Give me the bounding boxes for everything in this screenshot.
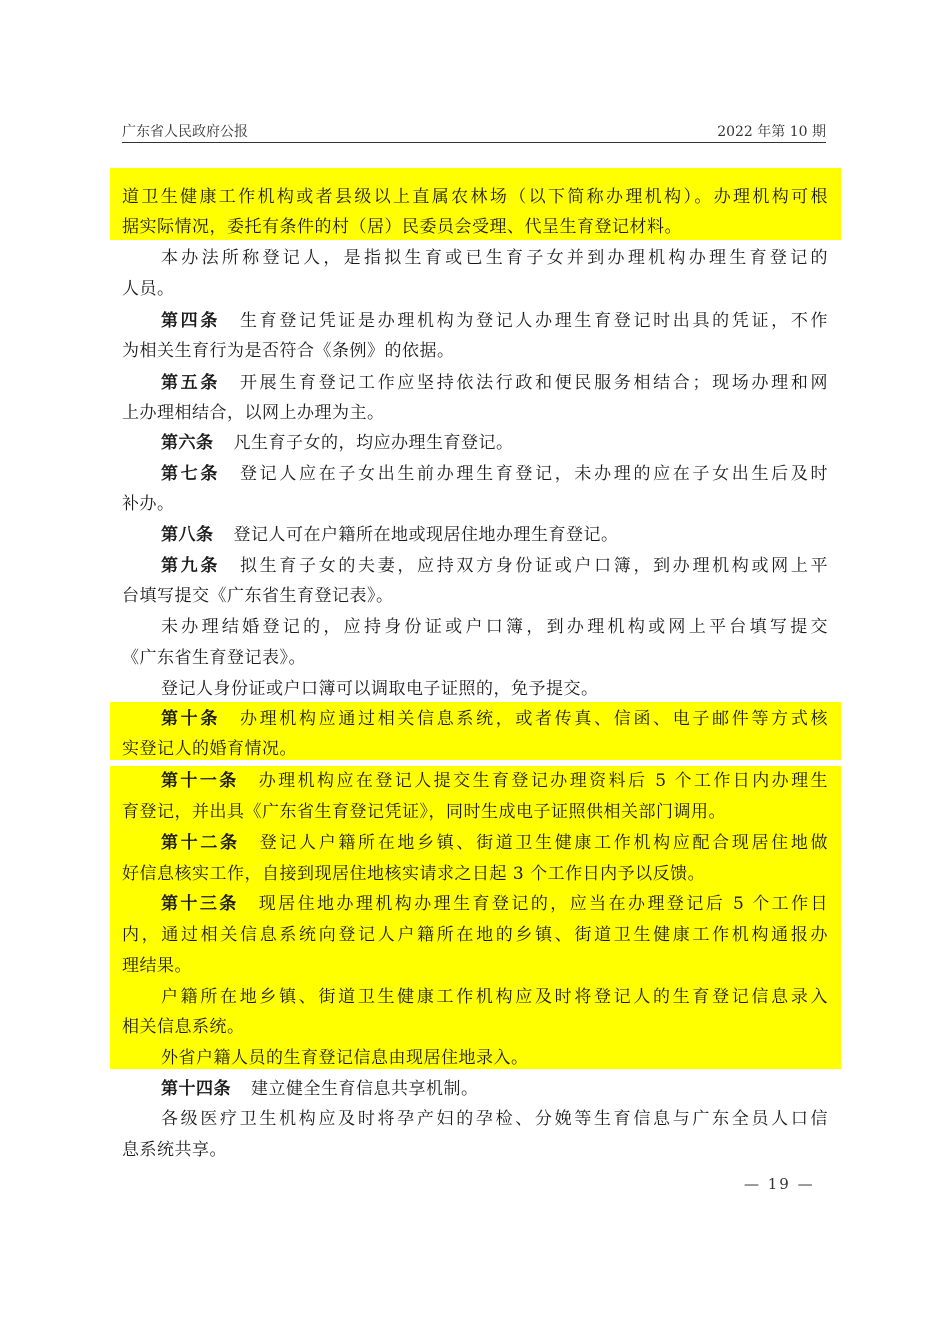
text-line: 未办理结婚登记的，应持身份证或户口簿，到办理机构或网上平台填写提交 xyxy=(161,617,828,637)
article-line xyxy=(161,892,828,916)
publication-title: 广东省人民政府公报 xyxy=(122,124,248,140)
article-number: 第七条 xyxy=(161,464,221,484)
article-line xyxy=(161,523,828,547)
text-line: 实登记人的婚育情况。 xyxy=(122,739,297,759)
article-number: 第八条 xyxy=(161,525,214,545)
article-text: 登记人应在子女出生前办理生育登记，未办理的应在子女出生后及时 xyxy=(240,464,828,484)
article-number: 第十条 xyxy=(161,709,221,729)
page-number: — 19 — xyxy=(744,1175,815,1193)
article-line xyxy=(161,1077,828,1101)
text-line: 相关信息系统。 xyxy=(122,1017,245,1037)
article-text: 生育登记凭证是办理机构为登记人办理生育登记时出具的凭证，不作 xyxy=(240,311,828,331)
article-text: 办理机构应在登记人提交生育登记办理资料后 5 个工作日内办理生 xyxy=(258,771,829,791)
article-line xyxy=(161,462,828,486)
article-text: 办理机构应通过相关信息系统，或者传真、信函、电子邮件等方式核 xyxy=(240,709,828,729)
text-line: 上办理相结合，以网上办理为主。 xyxy=(122,403,385,423)
article-number: 第十二条 xyxy=(161,833,240,853)
text-line: 为相关生育行为是否符合《条例》的依据。 xyxy=(122,341,455,361)
text-line: 道卫生健康工作机构或者县级以上直属农林场（以下简称办理机构）。办理机构可根 xyxy=(122,187,828,207)
text-line: 各级医疗卫生机构应及时将孕产妇的孕检、分娩等生育信息与广东全员人口信 xyxy=(161,1109,828,1129)
text-line: 育登记，并出具《广东省生育登记凭证》，同时生成电子证照供相关部门调用。 xyxy=(122,802,726,822)
text-line: 登记人身份证或户口簿可以调取电子证照的，免予提交。 xyxy=(161,679,599,699)
text-line: 《广东省生育登记表》。 xyxy=(122,648,306,668)
article-number: 第五条 xyxy=(161,373,221,393)
article-number: 第十三条 xyxy=(161,894,239,914)
article-line xyxy=(161,309,828,333)
article-number: 第九条 xyxy=(161,556,221,576)
text-line: 户籍所在地乡镇、街道卫生健康工作机构应及时将登记人的生育登记信息录入 xyxy=(161,987,828,1007)
article-line xyxy=(161,831,828,855)
text-line: 外省户籍人员的生育登记信息由现居住地录入。 xyxy=(161,1048,529,1068)
article-number: 第十四条 xyxy=(161,1079,231,1099)
text-line: 理结果。 xyxy=(122,956,192,976)
article-line xyxy=(161,371,828,395)
article-line xyxy=(161,769,828,793)
article-line xyxy=(161,554,828,578)
article-text: 建立健全生育信息共享机制。 xyxy=(251,1079,479,1099)
text-line: 内，通过相关信息系统向登记人户籍所在地的乡镇、街道卫生健康工作机构通报办 xyxy=(122,925,828,945)
article-line xyxy=(161,431,828,455)
article-text: 现居住地办理机构办理生育登记的，应当在办理登记后 5 个工作日 xyxy=(258,894,829,914)
article-number: 第六条 xyxy=(161,433,214,453)
text-line: 好信息核实工作，自接到现居住地核实请求之日起 3 个工作日内予以反馈。 xyxy=(122,864,706,884)
article-text: 拟生育子女的夫妻，应持双方身份证或户口簿，到办理机构或网上平 xyxy=(240,556,828,576)
article-text: 登记人可在户籍所在地或现居住地办理生育登记。 xyxy=(233,525,619,545)
text-line: 本办法所称登记人，是指拟生育或已生育子女并到办理机构办理生育登记的 xyxy=(161,248,828,268)
text-line: 台填写提交《广东省生育登记表》。 xyxy=(122,586,394,606)
issue-number: 2022 年第 10 期 xyxy=(717,124,826,140)
text-line: 人员。 xyxy=(122,279,175,299)
article-text: 登记人户籍所在地乡镇、街道卫生健康工作机构应配合现居住地做 xyxy=(259,833,828,853)
article-text: 凡生育子女的，均应办理生育登记。 xyxy=(233,433,514,453)
page-header xyxy=(122,118,826,143)
text-line: 补办。 xyxy=(122,494,175,514)
article-number: 第十一条 xyxy=(161,771,239,791)
article-number: 第四条 xyxy=(161,311,221,331)
text-line: 息系统共享。 xyxy=(122,1140,227,1160)
article-line xyxy=(161,707,828,731)
article-text: 开展生育登记工作应坚持依法行政和便民服务相结合；现场办理和网 xyxy=(240,373,828,393)
text-line: 据实际情况，委托有条件的村（居）民委员会受理、代呈生育登记材料。 xyxy=(122,217,682,237)
